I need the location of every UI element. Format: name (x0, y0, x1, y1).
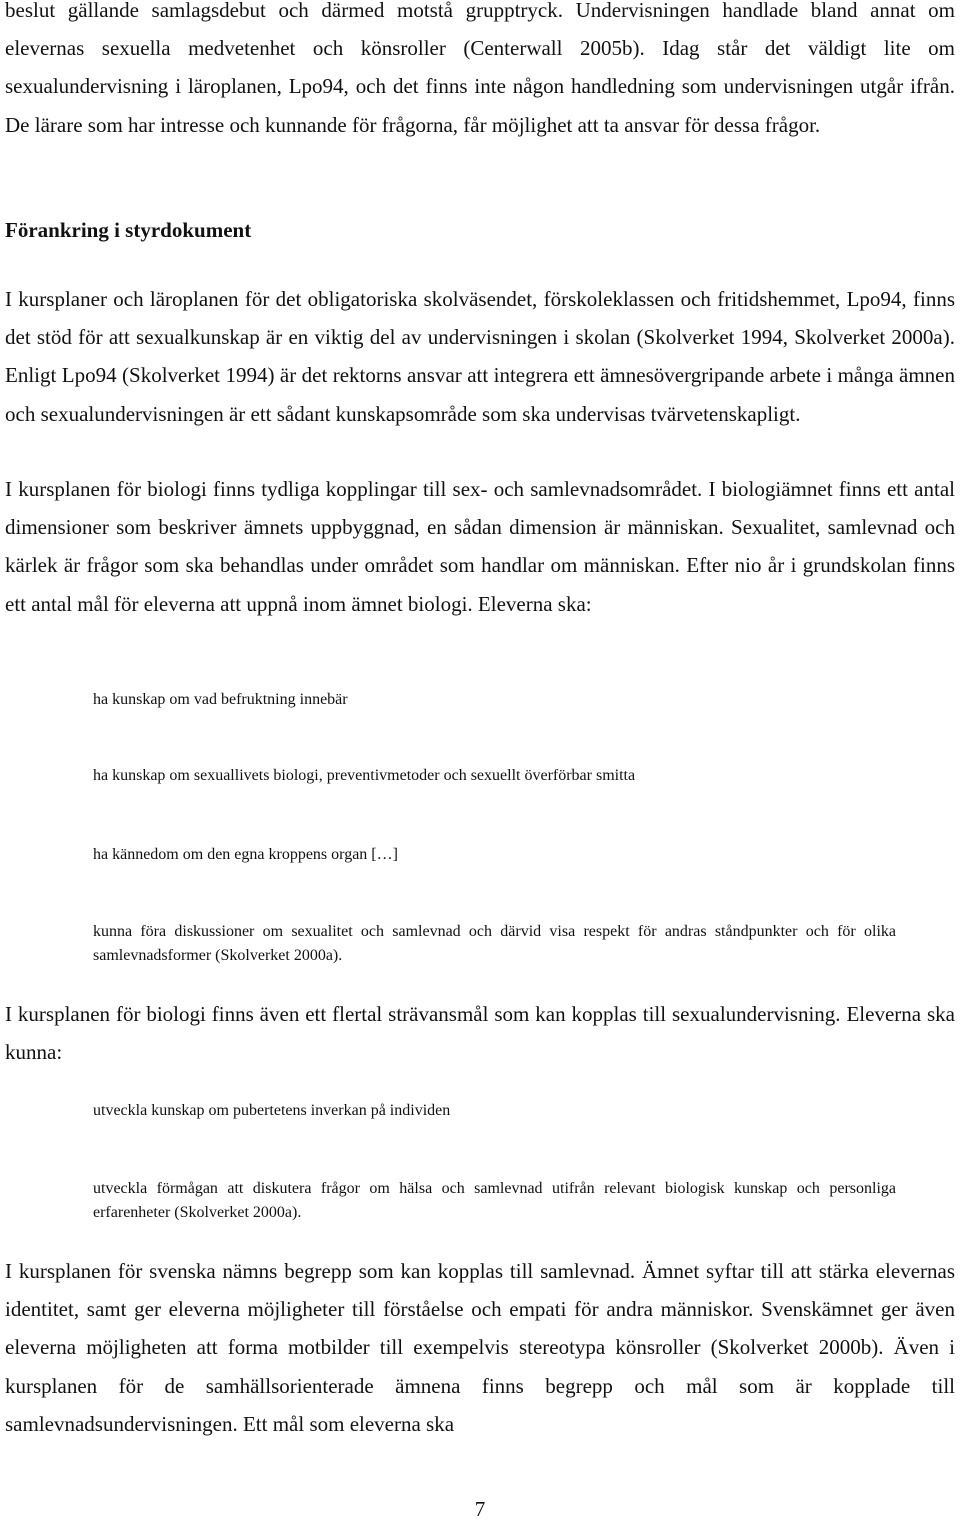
body-paragraph-2: I kursplanen för biologi finns tydliga kopplingar till sex- och samlevnadsområdet. I biologiämnet finns ett antal dimensioner som beskriver ämnets uppbyggnad, en sådan dimension är människan. Sexualitet, samlevnad och kärlek är frågor som ska behandlas under området som handlar om människan. Efter nio år i grundskolan finns ett antal mål för eleverna att uppnå inom ämnet biologi. Eleverna ska: (5, 477, 955, 616)
page-number: 7 (474, 1497, 486, 1521)
goal-item-1: ha kunskap om vad befruktning innebär (93, 691, 348, 708)
goal-item-4: kunna föra diskussioner om sexualitet och samlevnad och därvid visa respekt för andras ståndpunkter och för olika samlevnadsformer (Skolverket 2000a). (93, 923, 896, 964)
goal-item-3: ha kännedom om den egna kroppens organ […] (93, 846, 398, 863)
strive-goal-item-2: utveckla förmågan att diskutera frågor om hälsa och samlevnad utifrån relevant biologisk kunskap och personliga erfarenheter (Skolverket 2000a). (93, 1180, 896, 1221)
body-paragraph-3: I kursplanen för biologi finns även ett flertal strävansmål som kan kopplas till sexualundervisning. Eleverna ska kunna: (5, 1002, 955, 1065)
section-heading: Förankring i styrdokument (5, 218, 252, 242)
strive-goal-item-1: utveckla kunskap om pubertetens inverkan på individen (93, 1102, 451, 1119)
intro-paragraph: beslut gällande samlagsdebut och därmed motstå grupptryck. Undervisningen handlade bland annat om elevernas sexuella medvetenhet och könsroller (Centerwall 2005b). Idag står det väldigt lite om sexualundervisning i läroplanen, Lpo94, och det finns inte någon handledning som undervisningen utgår ifrån. De lärare som har intresse och kunnande för frågorna, får möjlighet att ta ansvar för dessa frågor. (5, 0, 955, 137)
body-paragraph-1: I kursplaner och läroplanen för det obligatoriska skolväsendet, förskoleklassen och fritidshemmet, Lpo94, finns det stöd för att sexualkunskap är en viktig del av undervisningen i skolan (Skolverket 1994, Skolverket 2000a). Enligt Lpo94 (Skolverket 1994) är det rektorns ansvar att integrera ett ämnesövergripande arbete i många ämnen och sexualundervisningen är ett sådant kunskapsområde som ska undervisas tvärvetenskapligt. (5, 287, 955, 426)
goal-item-2: ha kunskap om sexuallivets biologi, preventivmetoder och sexuellt överförbar smitta (93, 767, 636, 784)
body-paragraph-4: I kursplanen för svenska nämns begrepp som kan kopplas till samlevnad. Ämnet syftar till att stärka elevernas identitet, samt ger eleverna möjligheter till förståelse och empati för andra människor. Svenskämnet ger även eleverna möjligheten att forma motbilder till exempelvis stereotypa könsroller (Skolverket 2000b). Även i kursplanen för de samhällsorienterade ämnena finns begrepp och mål som är kopplade till samlevnadsundervisningen. Ett mål som eleverna ska (5, 1259, 955, 1436)
